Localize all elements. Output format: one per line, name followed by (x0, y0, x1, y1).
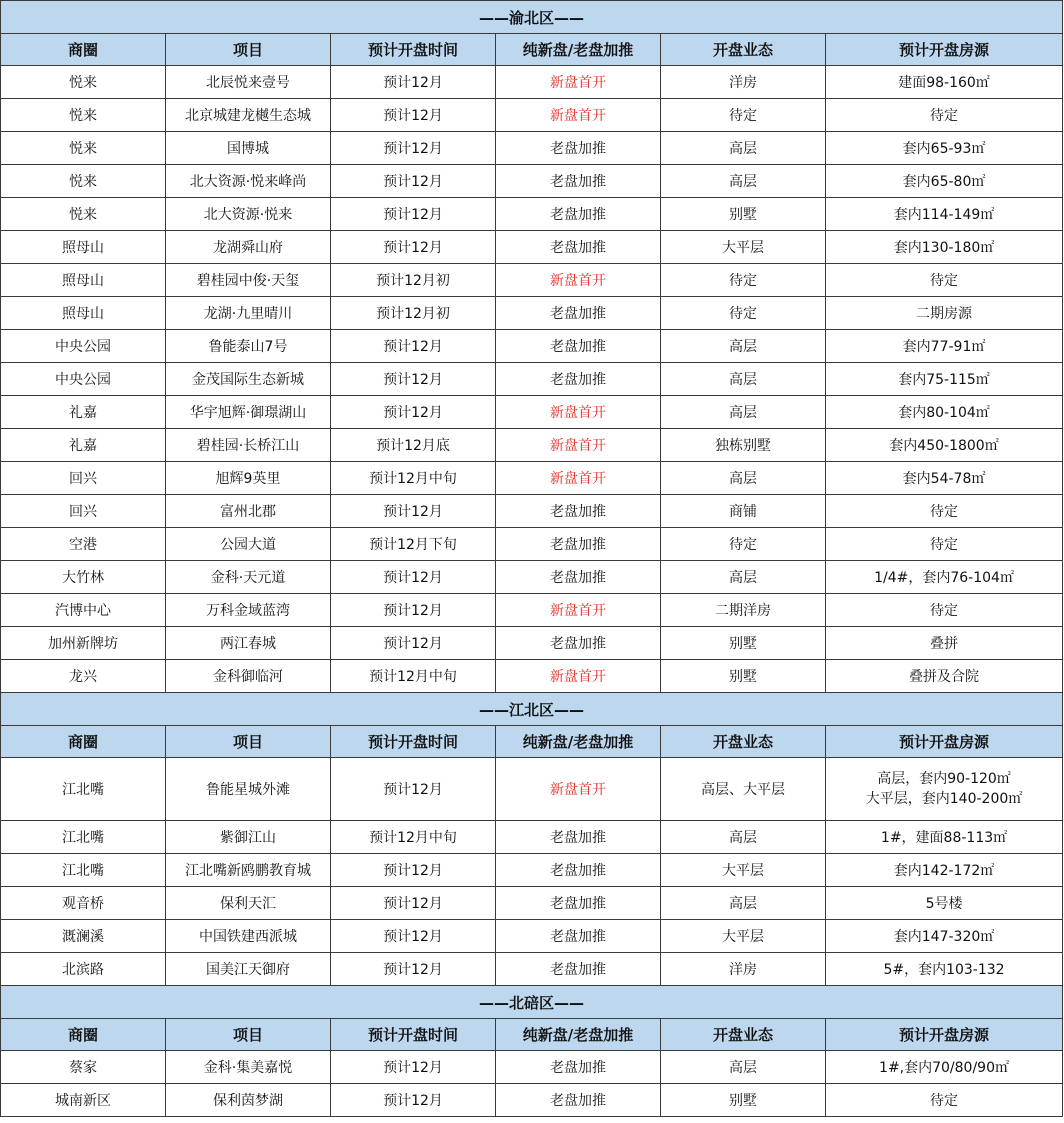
property-type-cell: 高层 (661, 396, 826, 429)
sale-type-cell: 新盘首开 (496, 66, 661, 99)
property-type-cell: 高层 (661, 330, 826, 363)
table-row (1, 495, 1063, 528)
units-cell: 5号楼 (826, 887, 1063, 920)
table-row (1, 1051, 1063, 1084)
column-header: 开盘业态 (661, 726, 826, 758)
district-cell: 悦来 (1, 165, 166, 198)
section-title-row (1, 1, 1063, 34)
district-cell: 空港 (1, 528, 166, 561)
property-type-cell: 洋房 (661, 953, 826, 986)
units-cell: 叠拼 (826, 627, 1063, 660)
sale-type-cell: 老盘加推 (496, 165, 661, 198)
column-header: 项目 (166, 1019, 331, 1051)
sale-type-cell: 老盘加推 (496, 1084, 661, 1117)
table-row (1, 953, 1063, 986)
property-type-cell: 大平层 (661, 854, 826, 887)
section-title: ——江北区—— (1, 693, 1063, 726)
sale-type-cell: 新盘首开 (496, 264, 661, 297)
units-cell: 套内54-78㎡ (826, 462, 1063, 495)
opening-time-cell: 预计12月 (331, 854, 496, 887)
sale-type-cell: 老盘加推 (496, 363, 661, 396)
opening-time-cell: 预计12月 (331, 198, 496, 231)
column-header: 预计开盘时间 (331, 1019, 496, 1051)
column-header-row (1, 1019, 1063, 1051)
opening-time-cell: 预计12月 (331, 231, 496, 264)
property-type-cell: 大平层 (661, 231, 826, 264)
column-header: 预计开盘时间 (331, 34, 496, 66)
table-row (1, 854, 1063, 887)
project-cell: 鲁能星城外滩 (166, 758, 331, 821)
project-cell: 金科·天元道 (166, 561, 331, 594)
units-cell: 叠拼及合院 (826, 660, 1063, 693)
district-cell: 照母山 (1, 297, 166, 330)
project-cell: 北大资源·悦来 (166, 198, 331, 231)
sale-type-cell: 老盘加推 (496, 528, 661, 561)
district-cell: 城南新区 (1, 1084, 166, 1117)
column-header: 预计开盘房源 (826, 1019, 1063, 1051)
property-type-cell: 独栋别墅 (661, 429, 826, 462)
district-cell: 悦来 (1, 99, 166, 132)
district-cell: 加州新牌坊 (1, 627, 166, 660)
project-cell: 龙湖舜山府 (166, 231, 331, 264)
section-title-row (1, 693, 1063, 726)
property-type-cell: 别墅 (661, 198, 826, 231)
table-row (1, 429, 1063, 462)
table-row (1, 363, 1063, 396)
sale-type-cell: 老盘加推 (496, 887, 661, 920)
sale-type-cell: 新盘首开 (496, 660, 661, 693)
table-row (1, 660, 1063, 693)
property-type-cell: 高层 (661, 462, 826, 495)
project-cell: 金科·集美嘉悦 (166, 1051, 331, 1084)
property-type-cell: 别墅 (661, 627, 826, 660)
column-header-row (1, 726, 1063, 758)
units-cell: 套内75-115㎡ (826, 363, 1063, 396)
project-cell: 北京城建龙樾生态城 (166, 99, 331, 132)
district-cell: 蔡家 (1, 1051, 166, 1084)
sale-type-cell: 老盘加推 (496, 495, 661, 528)
property-type-cell: 高层 (661, 132, 826, 165)
table-row (1, 66, 1063, 99)
units-line: 高层，套内90-120㎡ (877, 771, 1011, 787)
units-cell (826, 758, 1063, 821)
opening-time-cell: 预计12月 (331, 66, 496, 99)
sale-type-cell: 老盘加推 (496, 330, 661, 363)
project-cell: 公园大道 (166, 528, 331, 561)
district-cell: 礼嘉 (1, 396, 166, 429)
units-cell: 待定 (826, 594, 1063, 627)
project-cell: 紫御江山 (166, 821, 331, 854)
sale-type-cell: 新盘首开 (496, 594, 661, 627)
column-header: 开盘业态 (661, 34, 826, 66)
project-cell: 万科金域蓝湾 (166, 594, 331, 627)
property-type-cell: 别墅 (661, 660, 826, 693)
opening-time-cell: 预计12月底 (331, 429, 496, 462)
district-cell: 溉澜溪 (1, 920, 166, 953)
project-cell: 碧桂园·长桥江山 (166, 429, 331, 462)
district-cell: 回兴 (1, 462, 166, 495)
property-type-cell: 高层 (661, 165, 826, 198)
table-row (1, 132, 1063, 165)
project-cell: 中国铁建西派城 (166, 920, 331, 953)
sale-type-cell: 新盘首开 (496, 99, 661, 132)
district-cell: 汽博中心 (1, 594, 166, 627)
column-header: 纯新盘/老盘加推 (496, 34, 661, 66)
property-type-cell: 洋房 (661, 66, 826, 99)
project-cell: 两江春城 (166, 627, 331, 660)
table-row (1, 297, 1063, 330)
units-line: 大平层，套内140-200㎡ (865, 791, 1023, 807)
column-header: 商圈 (1, 726, 166, 758)
units-cell: 5#，套内103-132 (826, 953, 1063, 986)
sale-type-cell: 老盘加推 (496, 231, 661, 264)
column-header: 商圈 (1, 1019, 166, 1051)
units-cell: 套内450-1800㎡ (826, 429, 1063, 462)
units-cell: 套内142-172㎡ (826, 854, 1063, 887)
sale-type-cell: 新盘首开 (496, 462, 661, 495)
property-type-cell: 待定 (661, 297, 826, 330)
units-cell: 待定 (826, 264, 1063, 297)
column-header: 纯新盘/老盘加推 (496, 726, 661, 758)
sale-type-cell: 老盘加推 (496, 132, 661, 165)
project-cell: 龙湖·九里晴川 (166, 297, 331, 330)
district-cell: 悦来 (1, 198, 166, 231)
opening-time-cell: 预计12月中旬 (331, 660, 496, 693)
table-row (1, 821, 1063, 854)
units-cell: 待定 (826, 528, 1063, 561)
units-cell: 套内65-93㎡ (826, 132, 1063, 165)
sale-type-cell: 新盘首开 (496, 396, 661, 429)
opening-time-cell: 预计12月 (331, 132, 496, 165)
district-cell: 礼嘉 (1, 429, 166, 462)
district-cell: 照母山 (1, 231, 166, 264)
project-cell: 保利茵梦湖 (166, 1084, 331, 1117)
units-cell: 套内65-80㎡ (826, 165, 1063, 198)
opening-time-cell: 预计12月 (331, 165, 496, 198)
column-header: 预计开盘房源 (826, 34, 1063, 66)
property-type-cell: 二期洋房 (661, 594, 826, 627)
district-cell: 悦来 (1, 66, 166, 99)
project-cell: 国美江天御府 (166, 953, 331, 986)
units-cell: 套内147-320㎡ (826, 920, 1063, 953)
column-header-row (1, 34, 1063, 66)
opening-time-cell: 预计12月 (331, 561, 496, 594)
district-cell: 大竹林 (1, 561, 166, 594)
sale-type-cell: 新盘首开 (496, 758, 661, 821)
sale-type-cell: 老盘加推 (496, 920, 661, 953)
property-type-cell: 高层 (661, 363, 826, 396)
sale-type-cell: 老盘加推 (496, 627, 661, 660)
district-cell: 江北嘴 (1, 854, 166, 887)
project-cell: 旭辉9英里 (166, 462, 331, 495)
table-row (1, 528, 1063, 561)
property-type-cell: 别墅 (661, 1084, 826, 1117)
property-type-cell: 待定 (661, 99, 826, 132)
units-cell: 待定 (826, 1084, 1063, 1117)
table-row (1, 561, 1063, 594)
property-type-cell: 高层、大平层 (661, 758, 826, 821)
district-cell: 悦来 (1, 132, 166, 165)
opening-time-cell: 预计12月 (331, 594, 496, 627)
project-cell: 国博城 (166, 132, 331, 165)
property-type-cell: 高层 (661, 821, 826, 854)
property-type-cell: 待定 (661, 264, 826, 297)
property-type-cell: 高层 (661, 1051, 826, 1084)
table-row (1, 165, 1063, 198)
table-row (1, 396, 1063, 429)
project-cell: 碧桂园中俊·天玺 (166, 264, 331, 297)
opening-time-cell: 预计12月 (331, 920, 496, 953)
table-row (1, 231, 1063, 264)
column-header: 开盘业态 (661, 1019, 826, 1051)
column-header: 预计开盘房源 (826, 726, 1063, 758)
units-cell: 建面98-160㎡ (826, 66, 1063, 99)
table-row (1, 758, 1063, 821)
opening-time-cell: 预计12月中旬 (331, 462, 496, 495)
column-header: 预计开盘时间 (331, 726, 496, 758)
column-header: 纯新盘/老盘加推 (496, 1019, 661, 1051)
district-cell: 回兴 (1, 495, 166, 528)
opening-time-cell: 预计12月初 (331, 264, 496, 297)
opening-time-cell: 预计12月 (331, 887, 496, 920)
table-row (1, 920, 1063, 953)
sale-type-cell: 老盘加推 (496, 854, 661, 887)
project-cell: 江北嘴新鸥鹏教育城 (166, 854, 331, 887)
units-cell: 二期房源 (826, 297, 1063, 330)
property-type-cell: 高层 (661, 887, 826, 920)
project-cell: 鲁能泰山7号 (166, 330, 331, 363)
project-cell: 北辰悦来壹号 (166, 66, 331, 99)
district-cell: 龙兴 (1, 660, 166, 693)
opening-time-cell: 预计12月 (331, 627, 496, 660)
units-cell: 1#，建面88-113㎡ (826, 821, 1063, 854)
opening-time-cell: 预计12月 (331, 363, 496, 396)
units-cell: 套内114-149㎡ (826, 198, 1063, 231)
district-cell: 照母山 (1, 264, 166, 297)
district-cell: 江北嘴 (1, 758, 166, 821)
opening-time-cell: 预计12月中旬 (331, 821, 496, 854)
table-row (1, 887, 1063, 920)
column-header: 商圈 (1, 34, 166, 66)
property-type-cell: 商铺 (661, 495, 826, 528)
opening-time-cell: 预计12月 (331, 495, 496, 528)
units-cell: 1#,套内70/80/90㎡ (826, 1051, 1063, 1084)
project-cell: 北大资源·悦来峰尚 (166, 165, 331, 198)
opening-time-cell: 预计12月 (331, 330, 496, 363)
units-cell: 待定 (826, 99, 1063, 132)
sale-type-cell: 新盘首开 (496, 429, 661, 462)
sale-type-cell: 老盘加推 (496, 297, 661, 330)
sale-type-cell: 老盘加推 (496, 1051, 661, 1084)
table-row (1, 462, 1063, 495)
units-cell: 待定 (826, 495, 1063, 528)
district-cell: 观音桥 (1, 887, 166, 920)
opening-time-cell: 预计12月 (331, 396, 496, 429)
units-cell: 1/4#，套内76-104㎡ (826, 561, 1063, 594)
district-cell: 北滨路 (1, 953, 166, 986)
project-cell: 华宇旭辉·御璟湖山 (166, 396, 331, 429)
project-cell: 富州北郡 (166, 495, 331, 528)
opening-time-cell: 预计12月 (331, 1084, 496, 1117)
opening-time-cell: 预计12月 (331, 99, 496, 132)
district-cell: 中央公园 (1, 330, 166, 363)
opening-time-cell: 预计12月下旬 (331, 528, 496, 561)
column-header: 项目 (166, 34, 331, 66)
units-cell: 套内77-91㎡ (826, 330, 1063, 363)
project-cell: 金科御临河 (166, 660, 331, 693)
sale-type-cell: 老盘加推 (496, 821, 661, 854)
table-row (1, 594, 1063, 627)
opening-time-cell: 预计12月 (331, 1051, 496, 1084)
units-cell: 套内130-180㎡ (826, 231, 1063, 264)
district-cell: 中央公园 (1, 363, 166, 396)
table-row (1, 330, 1063, 363)
section-title-row (1, 986, 1063, 1019)
property-type-cell: 待定 (661, 528, 826, 561)
opening-time-cell: 预计12月初 (331, 297, 496, 330)
units-cell: 套内80-104㎡ (826, 396, 1063, 429)
table-row (1, 627, 1063, 660)
sale-type-cell: 老盘加推 (496, 953, 661, 986)
sale-type-cell: 老盘加推 (496, 561, 661, 594)
opening-time-cell: 预计12月 (331, 758, 496, 821)
table-row (1, 264, 1063, 297)
section-title: ——渝北区—— (1, 1, 1063, 34)
project-cell: 保利天汇 (166, 887, 331, 920)
opening-time-cell: 预计12月 (331, 953, 496, 986)
sale-type-cell: 老盘加推 (496, 198, 661, 231)
property-type-cell: 高层 (661, 561, 826, 594)
section-title: ——北碚区—— (1, 986, 1063, 1019)
column-header: 项目 (166, 726, 331, 758)
table-row (1, 198, 1063, 231)
district-cell: 江北嘴 (1, 821, 166, 854)
property-type-cell: 大平层 (661, 920, 826, 953)
project-cell: 金茂国际生态新城 (166, 363, 331, 396)
table-row (1, 1084, 1063, 1117)
table-row (1, 99, 1063, 132)
